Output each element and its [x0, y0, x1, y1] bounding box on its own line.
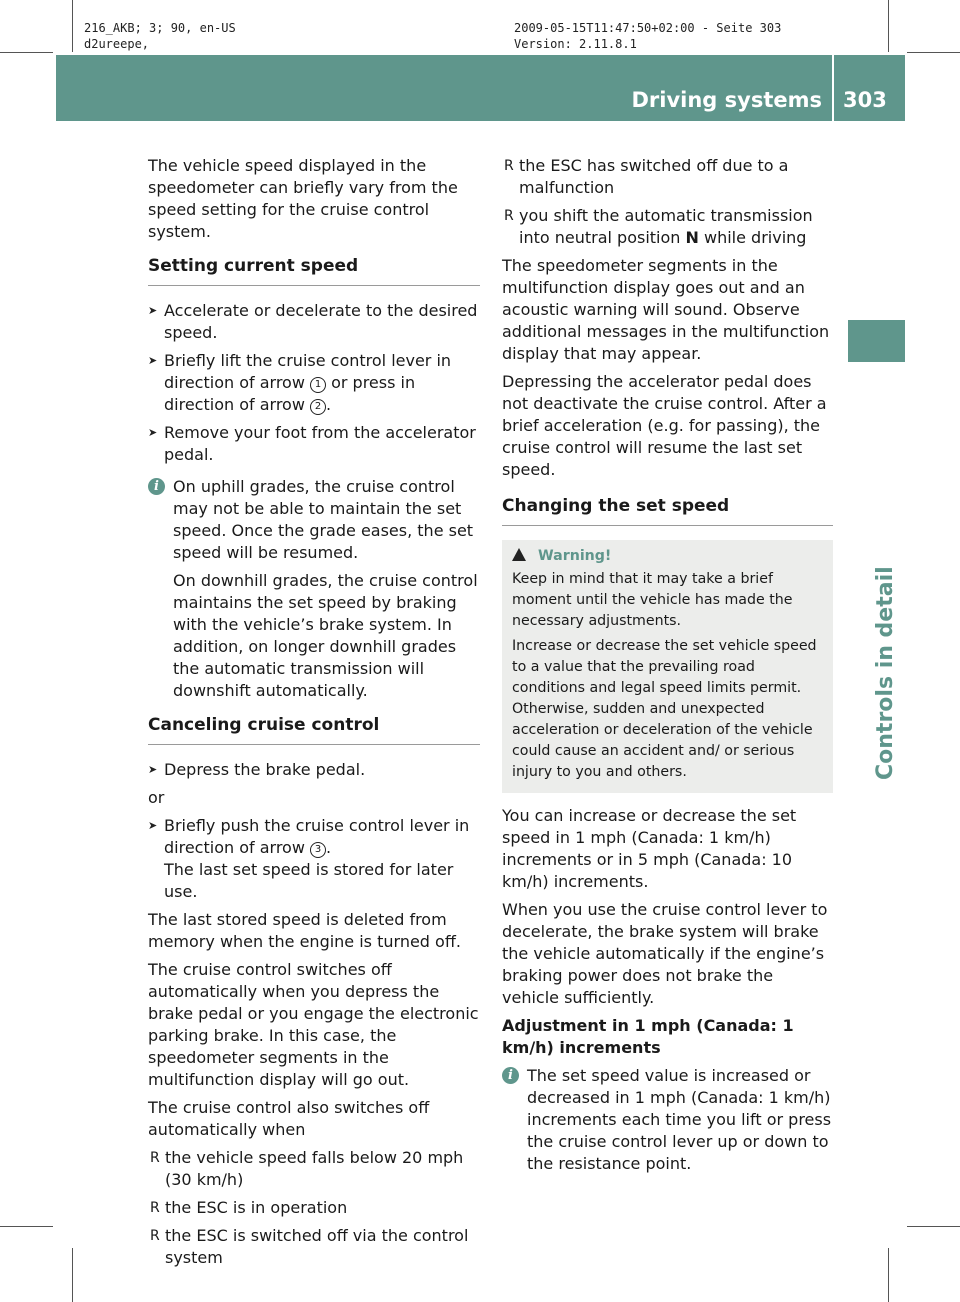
warning-box — [502, 540, 833, 793]
info-icon: i — [502, 1067, 519, 1084]
step-item: ➤ Accelerate or decelerate to the desired speed. — [148, 300, 480, 344]
section-heading-canceling: Canceling cruise control — [148, 714, 480, 745]
info-paragraph: The set speed value is increased or decreased in 1 mph (Canada: 1 km/h) increments each time you lift or press the cruise control lever up or down to the resistance point. — [527, 1066, 832, 1173]
crop-mark — [888, 0, 889, 52]
step-item: ➤ Briefly lift the cruise control lever in direction of arrow 1 or press in direction of arrow 2 . — [148, 350, 480, 416]
crop-mark — [72, 1248, 73, 1302]
list-item: R the ESC is in operation — [148, 1197, 480, 1219]
section-tab — [848, 320, 905, 362]
subheading-1mph: Adjustment in 1 mph (Canada: 1 km/h) increments — [502, 1016, 794, 1057]
crop-mark — [888, 1248, 889, 1302]
list-item: R the ESC has switched off due to a malfunction — [502, 155, 833, 199]
info-paragraph: On uphill grades, the cruise control may not be able to maintain the set speed. Once the grade eases, the set speed will be resumed. — [173, 477, 474, 562]
warning-paragraph: Increase or decrease the set vehicle speed to a value that the prevailing road conditions and legal speed limits permit. Otherwise, sudden and unexpected acceleration or deceleration of the vehicle could cause an accident and/ or serious injury to you and others. — [512, 638, 817, 780]
print-meta-left — [84, 20, 236, 52]
body-paragraph: When you use the cruise control lever to decelerate, the brake system will brake the vehicle automatically if the engine’s braking power does not brake the vehicle sufficiently. — [502, 900, 828, 1007]
info-paragraph: On downhill grades, the cruise control maintains the set speed by braking with the vehicle’s brake system. In addition, on longer downhill grades the automatic transmission will downshift automatically. — [173, 571, 478, 700]
right-column — [502, 155, 833, 1181]
warning-icon — [512, 548, 526, 561]
crop-mark — [907, 52, 960, 53]
body-paragraph: Depressing the accelerator pedal does not deactivate the cruise control. After a brief acceleration (e.g. for passing), the cruise control will resume the last set speed. — [502, 372, 827, 479]
warning-title: Warning! — [538, 548, 612, 564]
body-paragraph: The speedometer segments in the multifunction display goes out and an acoustic warning will sound. Observe additional messages in the multifunction display that may appear. — [502, 256, 830, 363]
body-paragraph: You can increase or decrease the set speed in 1 mph (Canada: 1 km/h) increments or in 5 mph (Canada: 10 km/h) increments. — [502, 806, 797, 891]
step-item: ➤ Depress the brake pedal. — [148, 759, 480, 781]
or-text: or — [148, 788, 165, 807]
body-paragraph: The cruise control also switches off automatically when — [148, 1098, 430, 1139]
page-title: Driving systems — [631, 88, 822, 112]
warning-paragraph: Keep in mind that it may take a brief moment until the vehicle has made the necessary adjustments. — [512, 571, 793, 629]
step-item: ➤ Remove your foot from the accelerator pedal. — [148, 422, 480, 466]
left-column — [148, 155, 480, 1275]
crop-mark — [0, 52, 53, 53]
step-item: ➤ Briefly push the cruise control lever in direction of arrow 3 . The last set speed is stored for later use. — [148, 815, 480, 903]
list-item: R the ESC is switched off via the control system — [148, 1225, 480, 1269]
crop-mark — [0, 1226, 53, 1227]
info-note — [148, 476, 480, 702]
header-divider — [832, 55, 834, 121]
intro-paragraph: The vehicle speed displayed in the speedometer can briefly vary from the speed setting for the cruise control system. — [148, 156, 458, 241]
print-meta-right — [514, 20, 781, 52]
arrow-number-badge: 1 — [310, 377, 326, 393]
page-number: 303 — [843, 88, 887, 112]
info-note — [502, 1065, 833, 1175]
body-paragraph: The cruise control switches off automatically when you depress the brake pedal or you engage the electronic parking brake. In this case, the speedometer segments in the multifunction display will go out. — [148, 960, 479, 1089]
section-heading-setting-speed: Setting current speed — [148, 255, 480, 286]
meta-left-line1: 216_AKB; 3; 90, en-US — [84, 21, 236, 35]
meta-left-line2: d2ureepe, — [84, 37, 150, 51]
section-heading-changing-speed: Changing the set speed — [502, 495, 833, 526]
crop-mark — [907, 1226, 960, 1227]
arrow-number-badge: 2 — [310, 399, 326, 415]
body-paragraph: The last stored speed is deleted from memory when the engine is turned off. — [148, 910, 461, 951]
meta-right-line2: Version: 2.11.8.1 — [514, 37, 637, 51]
list-item: R the vehicle speed falls below 20 mph (30 km/h) — [148, 1147, 480, 1191]
section-side-label-text: Controls in detail — [873, 566, 898, 780]
info-icon: i — [148, 478, 165, 495]
list-item: R you shift the automatic transmission into neutral position N while driving — [502, 205, 833, 249]
section-side-label — [851, 380, 898, 780]
crop-mark — [72, 0, 73, 52]
meta-right-line1: 2009-05-15T11:47:50+02:00 - Seite 303 — [514, 21, 782, 35]
arrow-number-badge: 3 — [310, 842, 326, 858]
